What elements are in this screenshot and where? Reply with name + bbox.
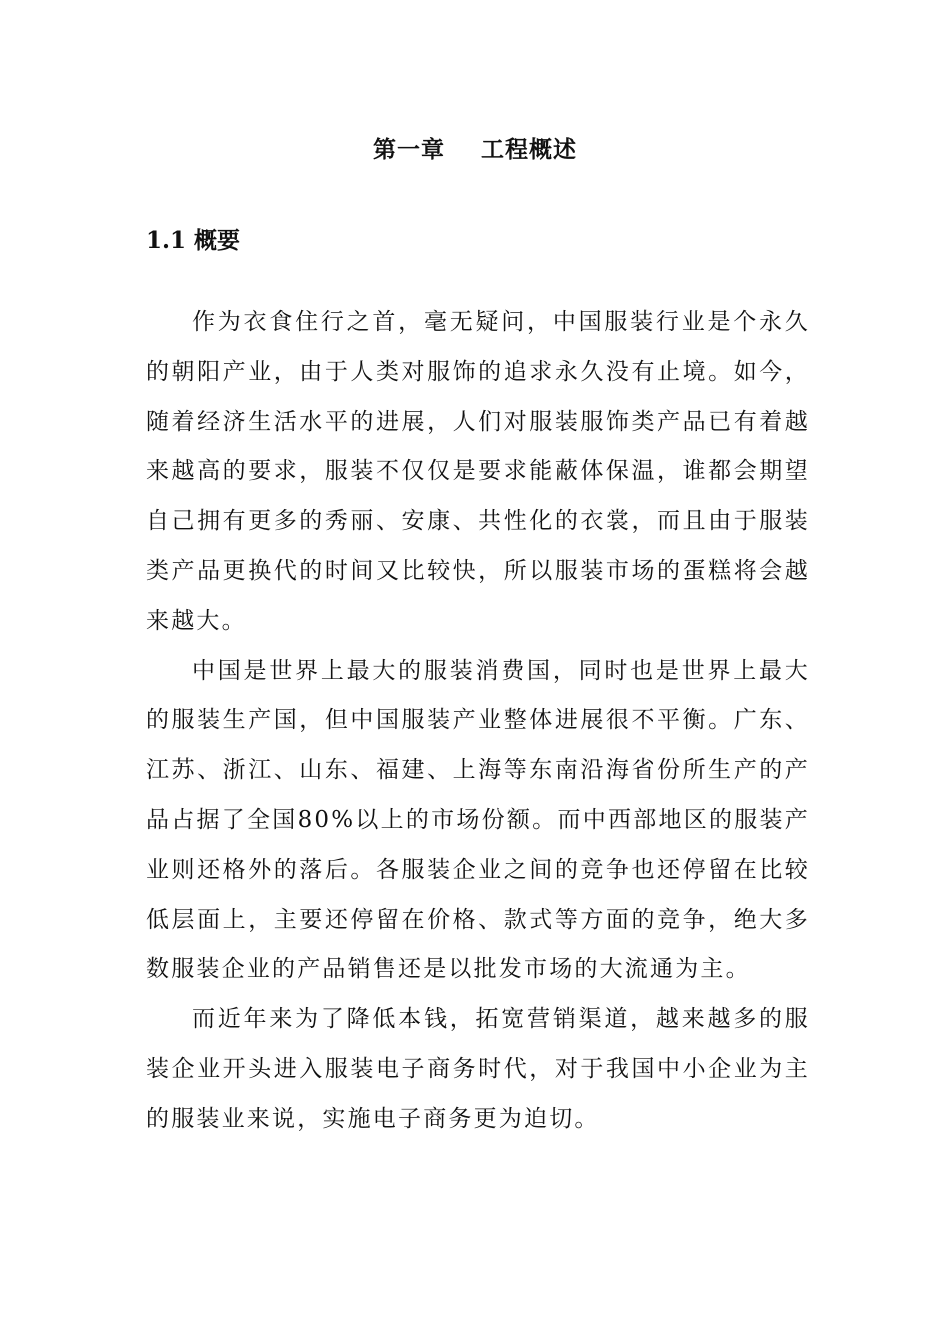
paragraph-1: 作为衣食住行之首，毫无疑问，中国服装行业是个永久的朝阳产业，由于人类对服饰的追求永久没有止境。如今，随着经济生活水平的进展，人们对服装服饰类产品已有着越来越高的要求，服装不仅仅是要求能蔽体保温，谁都会期望自己拥有更多的秀丽、安康、共性化的衣裳，而且由于服装类产品更换代的时间又比较快，所以服装市场的蛋糕将会越来越大。 <box>146 309 810 634</box>
paragraph-2: 中国是世界上最大的服装消费国，同时也是世界上最大的服装生产国，但中国服装产业整体进展很不平衡。广东、江苏、浙江、山东、福建、上海等东南沿海省份所生产的产品占据了全国80%以上的市场份额。而中西部地区的服装产业则还格外的落后。各服装企业之间的竞争也还停留在比较低层面上，主要还停留在价格、款式等方面的竞争，绝大多数服装企业的产品销售还是以批发市场的大流通为主。 <box>146 657 810 983</box>
section-title: 1.1 概要 <box>146 227 241 254</box>
paragraph-3: 而近年来为了降低本钱，拓宽营销渠道，越来越多的服装企业开头进入服装电子商务时代，对于我国中小企业为主的服装业来说，实施电子商务更为迫切。 <box>146 1006 810 1132</box>
chapter-title: 第一章 工程概述 <box>372 136 578 163</box>
body-text <box>146 298 810 1145</box>
